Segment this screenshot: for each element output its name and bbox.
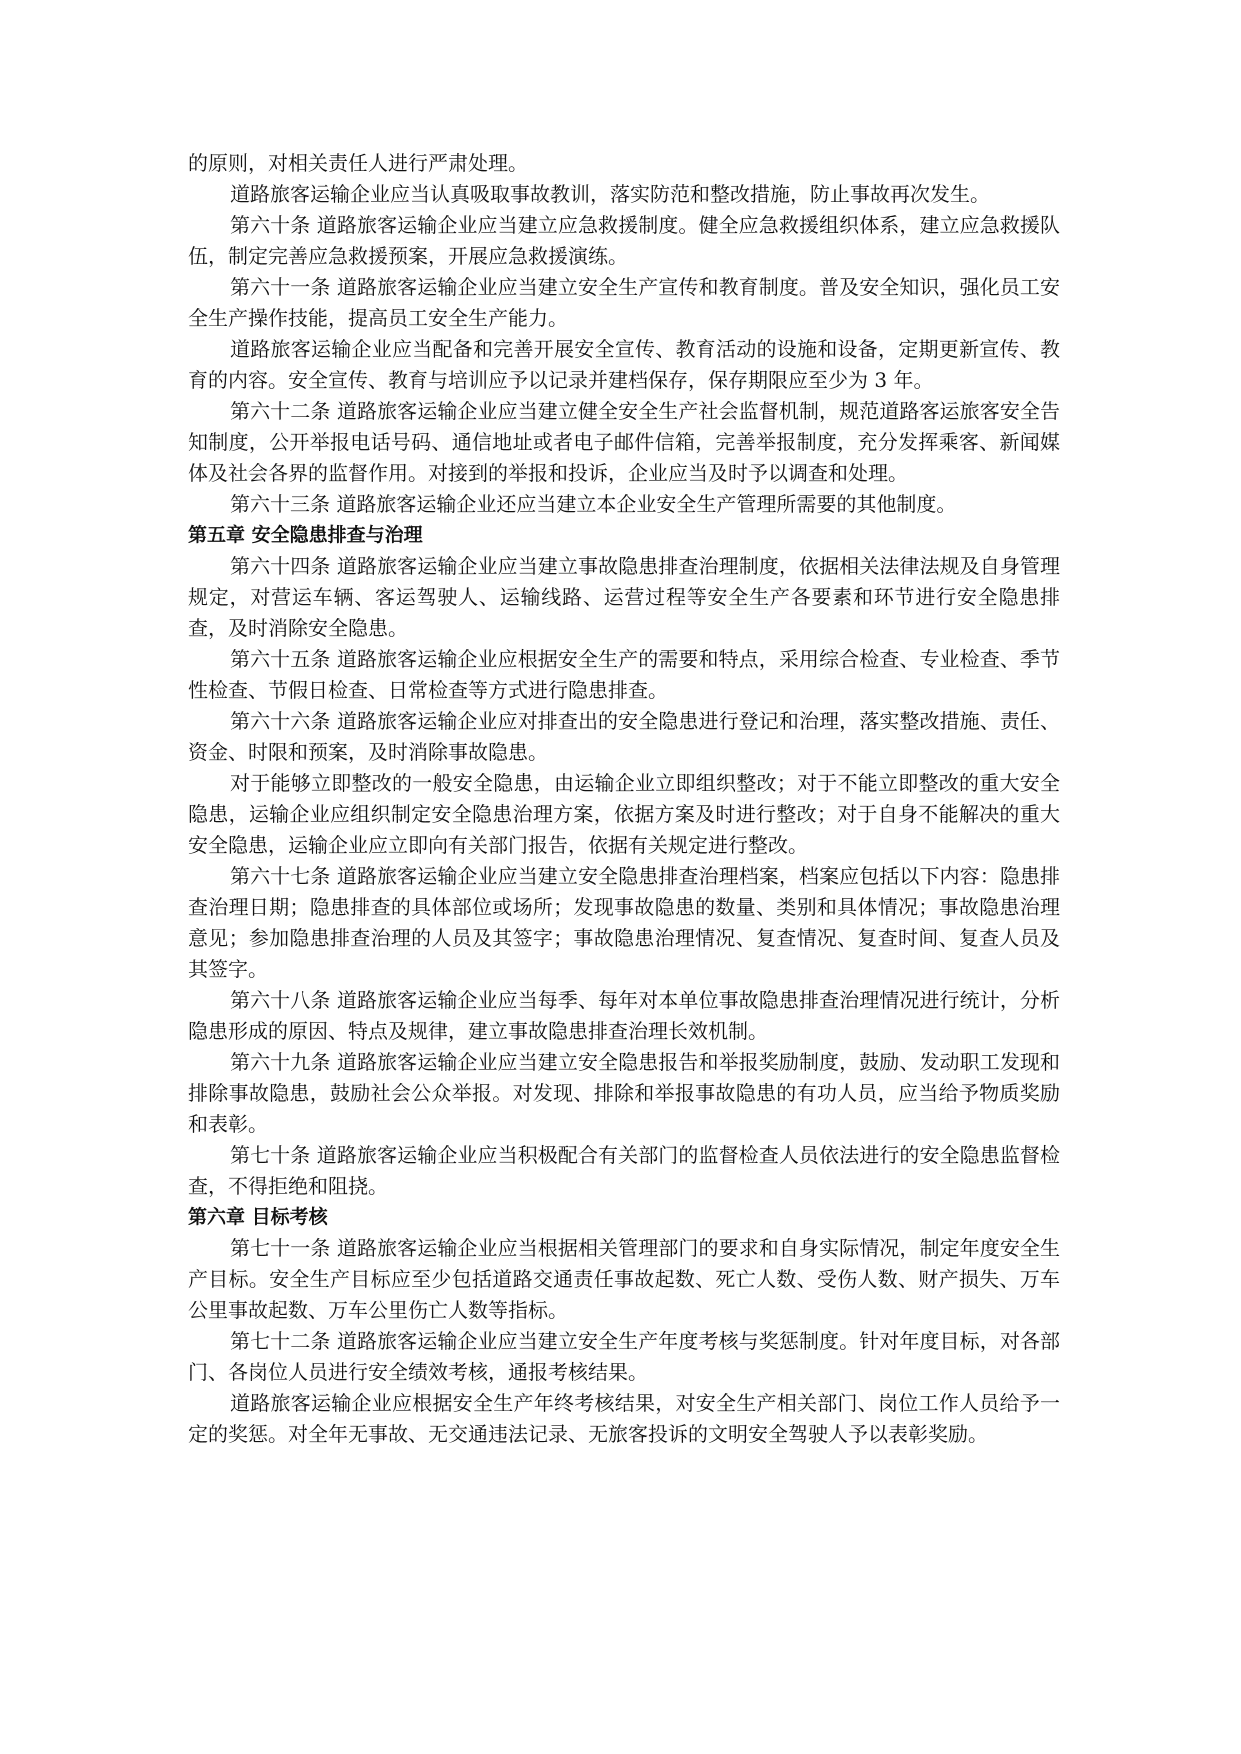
article-67: 第六十七条 道路旅客运输企业应当建立安全隐患排查治理档案，档案应包括以下内容：隐患排查治理日期；隐患排查的具体部位或场所；发现事故隐患的数量、类别和具体情况；事故隐患治理意见；参加隐患排查治理的人员及其签字；事故隐患治理情况、复查情况、复查时间、复查人员及其签字。: [188, 864, 1060, 981]
article-64: 第六十四条 道路旅客运输企业应当建立事故隐患排查治理制度，依据相关法律法规及自身管理规定，对营运车辆、客运驾驶人、运输线路、运营过程等安全生产各要素和环节进行安全隐患排查，及时消除安全隐患。: [188, 554, 1060, 640]
paragraph: 对于能够立即整改的一般安全隐患，由运输企业立即组织整改；对于不能立即整改的重大安全隐患，运输企业应组织制定安全隐患治理方案，依据方案及时进行整改；对于自身不能解决的重大安全隐患，运输企业应立即向有关部门报告，依据有关规定进行整改。: [188, 771, 1060, 857]
article-65: 第六十五条 道路旅客运输企业应根据安全生产的需要和特点，采用综合检查、专业检查、季节性检查、节假日检查、日常检查等方式进行隐患排查。: [188, 647, 1060, 702]
article-69: 第六十九条 道路旅客运输企业应当建立安全隐患报告和举报奖励制度，鼓励、发动职工发现和排除事故隐患，鼓励社会公众举报。对发现、排除和举报事故隐患的有功人员，应当给予物质奖励和表彰。: [188, 1050, 1060, 1136]
article-62: 第六十二条 道路旅客运输企业应当建立健全安全生产社会监督机制，规范道路客运旅客安全告知制度，公开举报电话号码、通信地址或者电子邮件信箱，完善举报制度，充分发挥乘客、新闻媒体及社会各界的监督作用。对接到的举报和投诉，企业应当及时予以调查和处理。: [188, 399, 1060, 485]
article-68: 第六十八条 道路旅客运输企业应当每季、每年对本单位事故隐患排查治理情况进行统计，分析隐患形成的原因、特点及规律，建立事故隐患排查治理长效机制。: [188, 988, 1060, 1043]
article-72: 第七十二条 道路旅客运输企业应当建立安全生产年度考核与奖惩制度。针对年度目标，对各部门、各岗位人员进行安全绩效考核，通报考核结果。: [188, 1329, 1060, 1384]
article-71: 第七十一条 道路旅客运输企业应当根据相关管理部门的要求和自身实际情况，制定年度安全生产目标。安全生产目标应至少包括道路交通责任事故起数、死亡人数、受伤人数、财产损失、万车公里事故起数、万车公里伤亡人数等指标。: [188, 1236, 1060, 1322]
paragraph: 道路旅客运输企业应根据安全生产年终考核结果，对安全生产相关部门、岗位工作人员给予一定的奖惩。对全年无事故、无交通违法记录、无旅客投诉的文明安全驾驶人予以表彰奖励。: [188, 1391, 1060, 1446]
paragraph: 道路旅客运输企业应当配备和完善开展安全宣传、教育活动的设施和设备，定期更新宣传、教育的内容。安全宣传、教育与培训应予以记录并建档保存，保存期限应至少为 3 年。: [188, 337, 1060, 392]
chapter-6-heading: 第六章 目标考核: [188, 1206, 328, 1228]
article-60: 第六十条 道路旅客运输企业应当建立应急救援制度。健全应急救援组织体系，建立应急救援队伍，制定完善应急救援预案，开展应急救援演练。: [188, 213, 1060, 268]
paragraph-continuation: 的原则，对相关责任人进行严肃处理。: [188, 151, 528, 175]
paragraph: 道路旅客运输企业应当认真吸取事故教训，落实防范和整改措施，防止事故再次发生。: [230, 182, 990, 206]
article-70: 第七十条 道路旅客运输企业应当积极配合有关部门的监督检查人员依法进行的安全隐患监督检查，不得拒绝和阻挠。: [188, 1143, 1060, 1198]
article-63: 第六十三条 道路旅客运输企业还应当建立本企业安全生产管理所需要的其他制度。: [230, 492, 957, 516]
document-page: [188, 148, 1060, 1450]
article-66: 第六十六条 道路旅客运输企业应对排查出的安全隐患进行登记和治理，落实整改措施、责任、资金、时限和预案，及时消除事故隐患。: [188, 709, 1060, 764]
chapter-5-heading: 第五章 安全隐患排查与治理: [188, 524, 423, 546]
article-61: 第六十一条 道路旅客运输企业应当建立安全生产宣传和教育制度。普及安全知识，强化员工安全生产操作技能，提高员工安全生产能力。: [188, 275, 1060, 330]
